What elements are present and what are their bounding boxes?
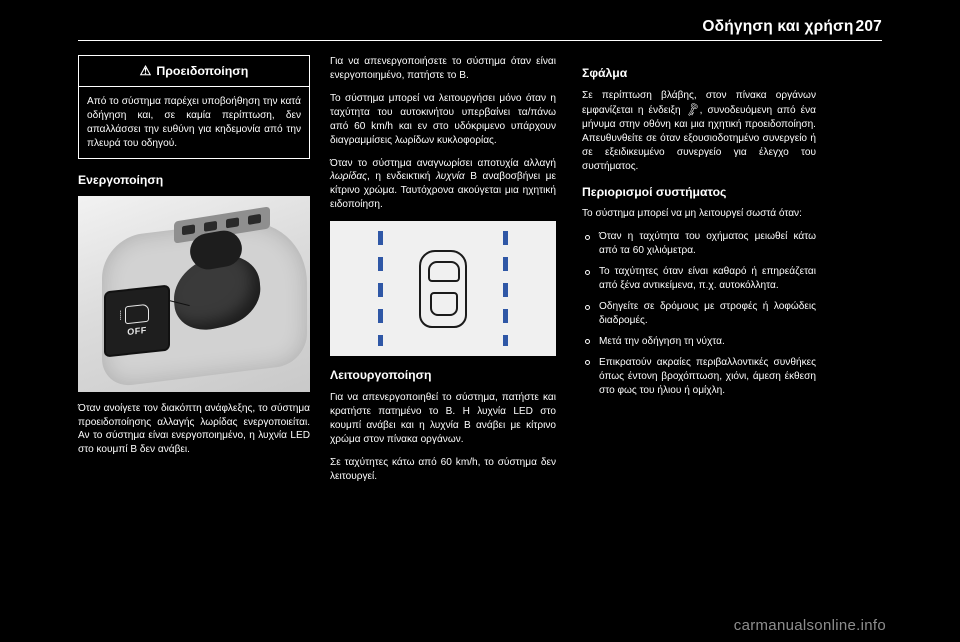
column-2	[324, 55, 570, 595]
center-console-photo	[78, 196, 310, 392]
paragraph-indicator	[330, 157, 556, 213]
indicator-italic-2: λυχνία	[435, 171, 465, 183]
indicator-italic-1: λωρίδας	[330, 171, 367, 183]
page-number: 207	[855, 18, 882, 35]
column-3	[570, 55, 816, 595]
section-heading-limits: Περιορισμοί συστήματος	[582, 184, 727, 199]
fault-text-before: Σε περίπτωση βλάβης, στον πίνακα οργάνων εμφανίζεται η ένδειξη	[582, 89, 816, 116]
section-heading-deactivation: Λειτουργοποίηση	[330, 368, 432, 383]
page-columns	[78, 55, 882, 595]
list-item: Επικρατούν ακραίες περιβαλλοντικές συνθήκες όπως έντονη βροχόπτωση, χιόνι, άμεση έκθεση στο φως του ήλιου ή ομίχλη.	[582, 356, 816, 398]
indicator-text-middle: , η ενδεικτική	[366, 171, 436, 183]
paragraph-conditions: Το σύστημα μπορεί να λειτουργήσει μόνο όταν η ταχύτητα του αυτοκινήτου υπερβαίνει τα/πάνω από 60 km/h και εν στο υδόκριμενο υπάρχουν διαγραμμίσεις λωρίδων κυκλοφορίας.	[330, 92, 556, 146]
paragraph-deactivation-2: Σε ταχύτητες κάτω από 60 km/h, το σύστημα δεν λειτουργεί.	[330, 456, 556, 482]
list-item: Όταν η ταχύτητα του οχήματος μειωθεί κάτω από τα 60 χιλιόμετρα.	[582, 230, 816, 258]
warning-box	[78, 55, 310, 159]
page-title: Οδήγηση και χρήση	[702, 18, 854, 35]
car-between-lane-markings-icon	[419, 250, 467, 328]
lane-departure-car-icon	[125, 303, 149, 324]
list-item: Μετά την οδήγηση τη νύχτα.	[582, 335, 816, 349]
column-1	[78, 55, 324, 595]
lane-departure-button	[104, 284, 170, 357]
activation-paragraph: Όταν ανοίγετε τον διακόπτη ανάφλεξης, το σύστημα προειδοποίησης αλλαγής λωρίδας ενεργοποιείται. Αν το σύστημα είναι ενεργοποιημένο, η λυχνία LED στο κουμπί B δεν ανάβει.	[78, 402, 310, 456]
lane-marking-right	[503, 231, 508, 346]
key-icon: 🗝	[683, 101, 702, 118]
button-off-label: OFF	[127, 324, 147, 337]
lane-marking-left	[378, 231, 383, 346]
fault-text-after: , συνοδευόμενη από ένα μήνυμα στην οθόνη και μια ηχητική προειδοποίηση. Απευθυνθείτε σε όταν εξουσιοδοτημένο συνεργείο ή σε εξειδικευμένο συνεργείο για έλεγχο του συστήματος.	[582, 104, 816, 172]
warning-box-body: Από το σύστημα παρέχει υποβοήθηση την κατά οδήγηση και, σε καμία περίπτωση, δεν απαλλάσσει την ευθύνη για κηδεμονία από την πλευρά του οδηγού.	[87, 96, 301, 149]
section-heading-activation: Ενεργοποίηση	[78, 172, 164, 187]
warning-box-title	[79, 56, 309, 87]
paragraph-deactivation-1: Για να απενεργοποιηθεί το σύστημα, πατήστε και κρατήστε πατημένο το B. Η λυχνία LED στο κουμπί ανάβει και η λυχνία B ανάβει με κίτρινο χρώμα στον πίνακα οργάνων.	[330, 392, 556, 445]
watermark: carmanualsonline.info	[733, 617, 886, 634]
lane-departure-diagram	[330, 221, 556, 356]
list-item: Το ταχύτητες όταν είναι καθαρό ή επηρεάζεται από ξένα αντικείμενα, π.χ. αυτοκόλλητα.	[582, 265, 816, 293]
page-header	[78, 18, 882, 41]
indicator-text-after: B αναβοσβήνει με κίτρινο χρώμα. Ταυτόχρονα ακούγεται μια ηχητική ειδοποίηση.	[330, 171, 556, 211]
paragraph-limits-intro: Το σύστημα μπορεί να μη λειτουργεί σωστά όταν:	[582, 208, 802, 220]
paragraph-fault	[582, 89, 816, 174]
section-heading-fault: Σφάλμα	[582, 66, 628, 80]
paragraph-deactivate: Για να απενεργοποιήσετε το σύστημα όταν είναι ενεργοποιημένο, πατήστε το B.	[330, 56, 556, 81]
list-item: Οδηγείτε σε δρόμους με στροφές ή λοφώδεις διαδρομές.	[582, 300, 816, 328]
warning-title-text: Προειδοποίηση	[156, 64, 249, 78]
warning-triangle-icon: ⚠	[139, 63, 152, 79]
indicator-text-before: Όταν το σύστημα αναγνωρίσει αποτυχία αλλαγή	[330, 157, 556, 169]
limits-list	[582, 230, 816, 397]
